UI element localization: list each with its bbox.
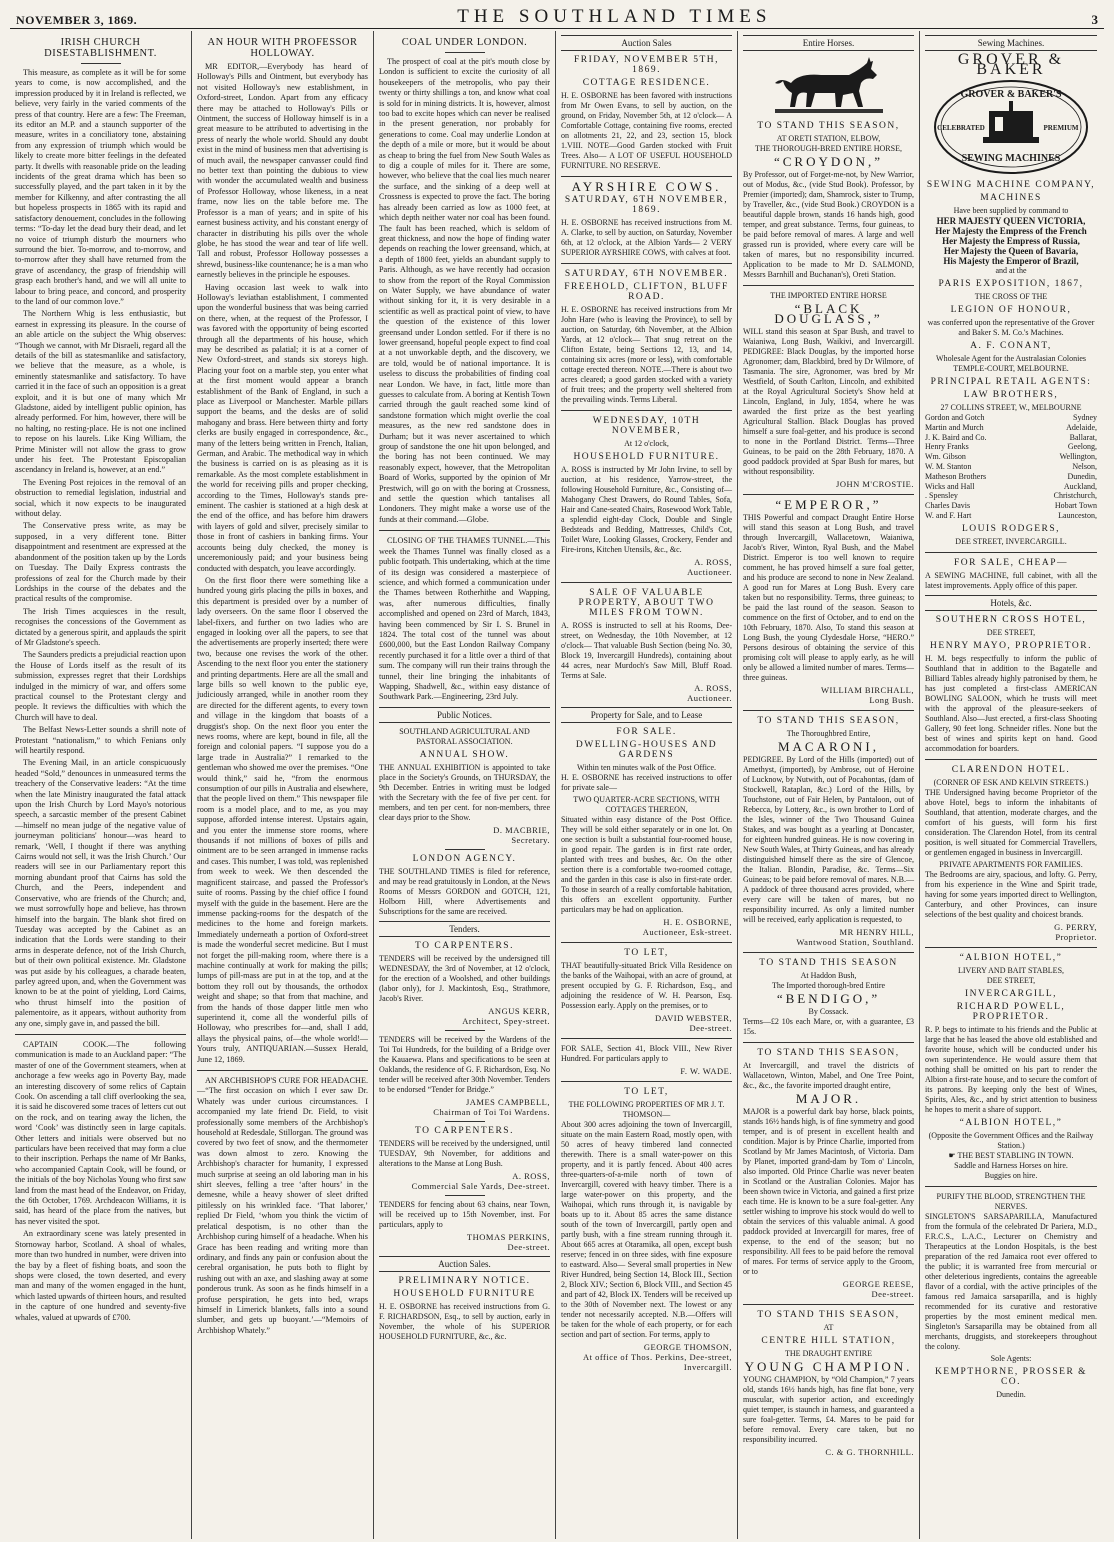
agent-town: Auckland,: [1063, 481, 1097, 491]
ad-grover-baker: [925, 51, 1097, 547]
article-holloway: [197, 62, 368, 1065]
divider: [561, 1038, 732, 1039]
ad-text: THE Undersigned having become Proprietor of the above Hotel, begs to inform the inhabitants of Southland, that attention, moderate charges, and the comfort of his guests, will form his first consideration. The Clarendon Hotel, from its central position, is well situated for Commercial Travellers, or gentlemen engaged in business in Invercargill.: [925, 787, 1097, 857]
paragraph: CAPTAIN COOK.—The following communication is made to an Auckland paper: “The master of one of the Government steamers, when at anchorage a few weeks ago in Poverty Bay, made an interesting discovery of some relics of Captain Cook. On ascending a tall cliff overlooking the sea, it is said he discovered some traces of letters cut out on the rock, and on tearing away the lichen, the word ‘Cook’ was distinctly seen in large capitals. Other letters and initials were observed but no particulars have been received that may form a clue to their inscription. Perhaps the name of Mr Banks, who accompanied Captain Cook, will be found, or the initials of the boy Nicholas Young who first saw land from the mast head of the Endeavor, on Friday, the 6th October, 1769. Archdeacon Williams, it is said, has heard of the place from the natives, but has never visited the spot.: [15, 1039, 186, 1226]
list-item: [925, 442, 1097, 452]
ad-title: PURIFY THE BLOOD, STRENGTHEN THE NERVES.: [936, 1191, 1086, 1211]
ad-signature: A. ROSS,: [512, 1170, 550, 1181]
ad-signature-role: Auctioneer, Esk-street.: [642, 927, 732, 937]
ad-subtitle: PRINCIPAL RETAIL AGENTS:: [930, 377, 1092, 387]
ad-pedigree: By Cossack.: [808, 1007, 849, 1016]
ad-address: DEE STREET,: [986, 975, 1036, 985]
ad-agent-name: LAW BROTHERS,: [963, 390, 1059, 400]
divider: [445, 849, 485, 850]
paragraph: The Northern Whig is less enthusiastic, but earnest in expressing its pleasure. In the course of an able article on the subject the Whig observes: “Though we cannot, with Mr Disraeli, regard all the details of the bill as statesmanlike and satisfactory, we believe that the measure, as a whole, is eminently statesmanlike and satisfactory. To have carried it in the face of such an opposition is a great exploit, and it is but one of many which Mr Gladstone, aided by intelligent public opinion, has already performed. For him, however, there will be no halting, no resting-place. He is not one inclined to repose on his laurels. Like King William, the Prime Minister will not allow the grass to grow under his feet. The Protestant Episcopalian ascendancy in Ireland is, however, at an end.”: [15, 309, 186, 475]
agent-town: Ballarat,: [1069, 432, 1097, 442]
paragraph: Having occasion last week to walk into Holloway's leviathan establishment, I commented upon the wonderful business that was being carried on there, when, at the request of the Professor, I was favored with the opportunity of being escorted through all the departments of his house, which may be described as palatial; it is at a corner of New Oxford-street, and stands six storeys high. Placing your foot on a marble step, you enter what at the first moment would appear a branch establishment of the Bank of England, in such a place as Liverpool or Manchester. Marble pillars support the beams, and the desks are of solid mahogany and brass. Here between thirty and forty clerks are busily engaged in correspondence, &c., many of the letters being written in French, Italian, German, and Arabic. The methodical way in which the business is carried on is as pleasing as it is remarkable. As the most complete establishment in the world for receiving pills and proper checking, according to the Times, Holloway's stands pre-eminent. The cashier is stationed at a high desk at the end of the office, and has before him drawers with layers of gold and silver, precisely similar to those in front of cashiers in banking firms. Your accounts being duly checked, the money is unceremoniously paid; and your business being conducted with despatch, you leave accordingly.: [197, 282, 368, 573]
ad-sarsaparilla: [925, 1192, 1097, 1400]
ad-tender-manse: [379, 1126, 550, 1191]
ad-text: TENDERS will be received by the Wardens of the Toi Toi Hundreds, for the building of a Bridge over the Kauaewa. Plans and specifications to be seen at Oaklands, the residence of G. F. Richardson, Esq. No tender will be received after 30th November. Tenders to be endorsed “Tender for Bridge.”: [379, 1034, 550, 1094]
ad-annual-show: [379, 727, 550, 845]
ad-signature: WILLIAM BIRCHALL,: [820, 685, 914, 695]
ad-title: TO CARPENTERS.: [415, 1125, 514, 1136]
article-heading-holloway: AN HOUR WITH PROFESSOR HOLLOWAY.: [207, 37, 358, 59]
agent-name: Matheson Brothers: [925, 471, 987, 481]
ad-title: TO CARPENTERS.: [415, 940, 514, 951]
agent-name: Martin and Murch: [925, 422, 984, 432]
section-entire-horses: Entire Horses.: [743, 35, 914, 51]
divider: [925, 759, 1097, 760]
paragraph: This measure, as complete as it will be for some years to come, is now accomplished, and the impression produced by it in Ireland is reflected, we believe, very fairly in the varied comments of the press of that country. Here are a few: The Freeman, its editor an M.P. and a staunch supporter of the measure, writes in a conciliatory tone, abstaining from any expression of triumph which would be likely to create more bitter feelings in the defeated party. It dwells with reasonable pride on the leading incidents of the great drama which has been so successfully played, and the part taken in it by the member for Kilkenny, and after contrasting the all but hopeless prospects in 1865 with its rapid and satisfactory denouement, concludes in the following terms: “To-day let the dead bury their dead, and let no voice of triumph disturb the mourners who surround the bier. To-morrow, and to-morrow, and to-morrow after they shall have returned from the grave of ascendancy, the grasp of friendship will grasp each brother's hand, and we will all unite to labour to bring peace, and concord, and prosperity to the land of our common love.”: [15, 68, 186, 306]
ad-town: INVERCARGILL,: [964, 988, 1058, 999]
ad-text: PEDIGREE. By Lord of the Hills (imported) out of Amethyst, (imported), by Ambrose, out of Heroine of Lucknow, by Nutwith, out of Pocahontas, (dam of Stockwell, Rataplan, &c.) Lord of the Hills, by Touchstone, out of Fair Helen, by Pantaloon, out of Rebecca, by Lottery, &c., is own brother to Lord of the Isles, winner of the Two Thousand Guinea Stakes, and was bought as a yearling at Doncaster, for eighteen hundred guineas. He is now covering in New South Wales, at Thirty Guineas, and has already distinguished himself there as the sire of Glencoe, the Italian. Blondin, Paradise, &c. Terms—Six Guineas; to be paid before removal of mares. N.B.—A paddock of three thousand acres provided, where every care will be taken of mares, but no responsibility incurred. As only a limited number will be received, early application is requested, to: [743, 755, 914, 924]
divider: [925, 1186, 1097, 1187]
ad-title: “ALBION HOTEL,”: [959, 952, 1063, 963]
list-item: [925, 511, 1097, 521]
ad-subtitle: DWELLING-HOUSES AND GARDENS: [575, 740, 718, 760]
paragraph: The Saunders predicts a prejudicial reaction upon the House of Lords itself as the result of its submission, expresses regret that their Lordships indulged in the mimicry of war, and offers some practical counsel to the Protestant clergy and people. It reviews the difficulties with which the Church will have to deal.: [15, 650, 186, 722]
agent-town: Dunedin,: [1067, 471, 1097, 481]
divider: [743, 494, 914, 495]
ad-subtitle: PRIVATE APARTMENTS FOR FAMILIES.: [939, 859, 1083, 869]
column-2: [192, 31, 374, 1539]
ad-text: H. E. OSBORNE has received instructions from M. A. Clarke, to sell by auction, on Saturday, November 6th, at 12 o'clock, at the Albion Yards— 2 VERY SUPERIOR AYRSHIRE COWS, with calves at foot.: [561, 218, 732, 257]
ad-title: COTTAGE RESIDENCE.: [582, 78, 711, 88]
agent-name: J. K. Baird and Co.: [925, 432, 987, 442]
ad-text: Wholesale Agent for the Australasian Colonies: [936, 354, 1086, 363]
ad-signature-role: Auctioneer.: [687, 693, 732, 703]
ad-title: SALE OF VALUABLE PROPERTY, ABOUT TWO MILES FROM TOWN.: [578, 588, 715, 618]
list-item: [925, 482, 1097, 492]
column-3: [374, 31, 556, 1539]
ad-sewing-for-sale: [925, 558, 1097, 591]
ad-subtitle: LIVERY AND BAIT STABLES,: [957, 965, 1065, 975]
ad-subtitle: The Imported thorough-bred Entire: [771, 981, 886, 990]
ad-subtitle: HOUSEHOLD FURNITURE: [393, 1288, 536, 1299]
ad-title: TO STAND THIS SEASON: [759, 958, 898, 968]
paragraph: The Conservative press write, as may be supposed, in a very different tone. Bitter disappointment and resentment are expressed at the abandonment of the position taken up by the Lords on Tuesday. The Daily Express contrasts the professions of zeal for the Church made by their Lordships in the course of the debates and the practical results of the compromise.: [15, 521, 186, 604]
divider: [561, 582, 732, 583]
royal-patron: His Majesty the Emperor of Brazil,: [943, 256, 1079, 266]
divider: [15, 1034, 186, 1035]
ad-young-champion: [743, 1310, 914, 1457]
section-sewing-machines: Sewing Machines.: [925, 35, 1097, 51]
paragraph: The Evening Mail, in an article conspicuously headed “Sold,” denounces in unmeasured terms the treachery of the Conservative leaders: “At the time when the late Ministry inaugurated the fatal attack upon the Irish Church by Lord Mayo's notorious speech, a sarcastic member of the present Cabinet—himself no mean judge of the negative value of journeyman politicians' honour—was heard to remark, ‘Well, I thought if there was anything Cairns would not sell, it was the Irish Church.’ Our readers will see in our Parliamentary report this morning abundant proof that Cairns has sold the Church, and the Peers, independent and Conservative, who are friends of the Church; and, we must sorrowfully hope and believe, has thrown himself into the bargain. The blank shot fired on Tuesday was accepted by the Cabinet as an indication that the Lords were standing to their arms in desperate defence, not of the Irish Church, but of their own political existence. Mr. Gladstone was put aside by his colleagues, a charade beaten, parley agreed upon, and, when the Government was known to be at the point of yielding, Lord Cairns, who thrust himself into the position of palementoire, as it appears, without authority from any one, simply gave in, and passed the bill.: [15, 758, 186, 1028]
ad-date: FRIDAY, NOVEMBER 5TH, 1869.: [574, 55, 719, 75]
ad-ayrshire-cows: [561, 179, 732, 258]
ad-signature: JAMES CAMPBELL,: [465, 1096, 550, 1107]
ad-signature-role: Long Bush.: [869, 695, 914, 705]
sewing-machine-emblem-icon: [931, 77, 1091, 177]
horse-name: YOUNG CHAMPION.: [744, 1359, 913, 1374]
ad-signature: A. ROSS,: [694, 557, 732, 567]
ad-text: Buggies on hire.: [984, 1170, 1038, 1180]
ad-title: “ALBION HOTEL,”: [959, 1117, 1063, 1128]
ad-heading: SOUTHLAND AGRICULTURAL AND PASTORAL ASSOCIATION.: [399, 726, 530, 746]
ad-text: A SEWING MACHINE, full cabinet, with all the latest improvements. Apply office of this paper.: [925, 570, 1097, 590]
ad-text: YOUNG CHAMPION, by “Old Champion,” 7 years old, stands 16½ hands high, has fine flat bone, very muscular, with superior action, and exceedingly quiet temper, is staunch in harness, and guaranteed a sure foal-getter. Terms, £4. Mares to be paid for before removal. Every care taken, but no responsibility incurred.: [743, 1375, 914, 1444]
horse-name: “EMPEROR,”: [775, 497, 882, 512]
paragraph: MR EDITOR,—Everybody has heard of Holloway's Pills and Ointment, but everybody has not visited Holloway's new establishment, in Oxford-street, London. Apart from any efficacy there may be attached to Holloway's Pills or Ointment, the success of Holloway himself is in a great measure to be attributed to advertising in the press of nearly the whole world. Should any doubt exist in the mind of business men that advertising is of much avail, the newspaper canvasser could find no better text than pointing the dubious to view with wonder the accumulated wealth and business of Professor Holloway, whose likeness, in a neat frame, now lies on the table before me. The Professor is a man of years; and in spite of his earnest business activity, and his constant energy of character in distributing his pills over the whole globe, he has stood the wear and tear of life well. Tall and robust, Professor Holloway possesses a shrewd, business-like countenance; he is a man who earnestly believes in the principle he espouses.: [197, 62, 368, 280]
ad-signature-role: Architect, Spey-street.: [462, 1015, 550, 1026]
ad-note: Within ten minutes walk of the Post Office.: [576, 763, 717, 772]
ad-text: Saddle and Harness Horses on hire.: [954, 1160, 1068, 1170]
ad-address: DEE STREET, INVERCARGILL.: [955, 536, 1067, 546]
ad-at: AT: [823, 1323, 834, 1332]
divider: [561, 1081, 732, 1082]
ad-signature-role: Chairman of Toi Toi Wardens.: [433, 1106, 550, 1117]
ad-text: A. ROSS is instructed to sell at his Rooms, Dee-street, on Wednesday, the 10th November, at 12 o'clock— That valuable Bush Section (being No. 30, Block 19, Invercargill Hundreds), containing about 44 acres, near Murdoch's Saw Mill, Bluff Road. Terms at Sale.: [561, 621, 732, 680]
ad-text: A. ROSS is instructed by Mr John Irvine, to sell by auction, at his residence, Yarrow-street, the following Household Furniture, &c., Consisting of— Mahogany Chest Drawers, do Round Tables, Sofa, Hair and Cane-seated Chairs, Rosewood Work Table, a splendid eight-day Clock, Double and Single Bedsteads and Bedding, Mattresses, Child's Cot, Toilet Ware, Looking Glasses, Crockery, Fender and Fire-irons, Kitchen Utensils, &c., &c.: [561, 465, 732, 554]
ad-signature: F. W. WADE.: [680, 1066, 732, 1076]
ad-signature: G. PERRY,: [1054, 921, 1097, 932]
agent-name: Wm. Gibson: [925, 452, 966, 462]
horse-name: MACARONI,: [777, 739, 880, 754]
ad-text: TENDERS will be received by the undersigned, until TUESDAY, 9th November, for additions and alterations to the Manse at Long Bush.: [379, 1138, 550, 1168]
ad-signature: ANGUS KERR,: [488, 1005, 550, 1016]
ad-text: THE SOUTHLAND TIMES is filed for reference, and may be read gratuitously in London, at the News Rooms of Messrs GORDON and GOTCH, 121, Holborn Hill, where Advertisements and Subscriptions for the same are received.: [379, 866, 550, 916]
page-number: 3: [1091, 12, 1098, 27]
ad-black-douglass: [743, 291, 914, 489]
ad-household-furniture-ross: [561, 416, 732, 577]
ad-signature-role: Wantwood Station, Southland.: [796, 937, 914, 947]
ad-text: About 300 acres adjoining the town of Invercargill, situate on the main Eastern Road, mostly open, with 50 acres of heavy timbered land connected therewith. There is a small water-power on this property, and it is partly fenced. About 400 acres three-quarters-of-a-mile north of town of Invercargill, covered with heavy timber. There is a large water-power on this property, and the Waihopai, which runs through it, is navigable by boats up to it. About 85 acres the same distance south of the town of Invercargill, partly open and partly bush, with a fine stream running through it. About 665 acres at Otaramika, all open, except bush reserve; fenced in on three sides, with fine exposure to eastward. Also— Several small properties in New River Hundred, being Section 14, Block III., Section 2, Block XIV.; Section 6, Block VIII., and Section 45 and part of 42, Block IX. Tenders will be received up to the 30th of November next. The lowest or any tender not necessarily accepted. N.B.—Offers will be taken for the whole of each property, or for each section and part of section. For terms, apply to: [561, 1120, 732, 1339]
ad-text: TENDERS will be received by the undersigned till WEDNESDAY, the 3rd of November, at 12 o'clock, for the erection of a Woolshed, and other buildings (labor only), for J. Mackintosh, Esq., Strathmore, Jacob's River.: [379, 953, 550, 1003]
list-item: [925, 491, 1097, 501]
section-tenders: Tenders.: [379, 921, 550, 937]
agent-town: Launceston,: [1058, 510, 1097, 520]
divider: [379, 530, 550, 531]
ad-text: was conferred upon the representative of the Grover and Baker S. M. Co.'s Machines.: [927, 318, 1095, 337]
ad-text: THE ANNUAL EXHIBITION is appointed to take place in the Society's Grounds, on THURSDAY, the 9th December. Entries in writing must be lodged with the Secretary with the fee of five per cent. for members, and ten per cent. for non-members, three clear days prior to the Show.: [379, 762, 550, 822]
article-irish-church: [15, 68, 186, 1029]
ad-signature: A. ROSS,: [694, 683, 732, 693]
ad-title: FOR SALE, CHEAP—: [954, 557, 1068, 568]
divider: [445, 1030, 485, 1031]
ad-stabling: THE BEST STABLING IN TOWN.: [957, 1150, 1074, 1160]
ad-title: TO LET,: [624, 1087, 669, 1097]
ad-subtitle: THE FOLLOWING PROPERTIES OF MR J. T. THOMSON—: [568, 1100, 725, 1119]
ad-albion-hotel: [925, 953, 1097, 1181]
agent-name: . Spensley: [925, 491, 958, 501]
ad-subtitle: MACHINES: [980, 193, 1042, 203]
ad-signature-role: Dee-street.: [689, 1023, 732, 1033]
paragraph: The prospect of coal at the pit's mouth close by London is sufficient to excite the curiosity of all housekeepers of the metropolis, who pay their twenty or thirty shillings a ton, and know what coal is sold for in mining districts. It is, however, almost too bad to excite hopes which can never be realised in the present generation, nor probably for generations to come. Coal may underlie London at the depth of a mile or more, but it would be about as cheap to bring the fuel from New South Wales as to dig a couple of miles for it. There are some, however, who believe that the coal lies much nearer the surface, and the sinking of a deep well at Crossness is expected to prove the fact. The boring has already been carried as low as 1000 feet, at which depth neither water nor coal has been found. The fault has been reached, which is seldom of great thickness, and now the hope of finding water depends on reaching the lower greensand, which, at a depth of 1800 feet, yields an abundant supply to Paris. Although, as we have recently had occasion to show from the report of the Royal Commission on Water Supply, we have abundance of water without sinking for it, it is very desirable in a scientific as well as practical point of view, to have the question of the existence of this lower greensand under London settled. For if there is no lower greensand, hopeful people expect to find coal at a not unworkable depth, and the discovery, we are told, would be of national importance. It is useless to discuss the probabilities of finding coal near London. We have, in fact, little more than guesses to calculate from. A boring at Kentish Town carried through the gault reached some kind of sandstone formation which might overlie the coal measures, as the new red sandstone does in Durham; but it was never ascertained to which group of sandstone the one hit upon belonged, and the boring has not been continued. We may reasonably expect, however, that the Metropolitan Board of Works, supported by the opinion of Mr Prestwich, will go on with the boring at Crossness, and settle the question which tantalises all Londoners. They might make a worse use of the funds at their command.—Globe.: [379, 57, 550, 524]
ad-major: [743, 1048, 914, 1299]
divider: [743, 952, 914, 953]
agent-town: Geelong,: [1067, 442, 1097, 452]
emblem-right-text: PREMIUM: [1043, 124, 1079, 132]
ad-subtitle: Sole Agents:: [990, 1353, 1032, 1363]
agent-town: Hobart Town: [1054, 501, 1097, 511]
ad-title: LONDON AGENCY.: [412, 853, 517, 864]
ad-text: H. M. begs respectfully to inform the public of Southland that in addition to the Bagatelle and Billiard Tables already highly patronised by them, he has just completed a first-class AMERICAN BOWLING SALOON, which he trusts will meet with the approval of the pleasure-seekers of Southland. Also—Just erected, a first-class Shooting Gallery, 90 feet long. Schneider rifles. None but the best of wines and spirits kept on hand. Good accommodation for boarders.: [925, 653, 1097, 753]
ad-tender-fencing: [379, 1200, 550, 1252]
article-archbishop: [197, 1076, 368, 1336]
ad-title: AYRSHIRE COWS.: [571, 179, 722, 194]
divider: [561, 263, 732, 264]
ad-text: Have been supplied by command to: [953, 206, 1069, 215]
ad-valuable-property: [561, 588, 732, 703]
ad-text: THIS Powerful and compact Draught Entire Horse will stand this season at Long Bush, and travel through Invercargill, Wallacetown, Waianiwa, Jacob's River, Winton, Ryal Bush, and the Mabel District. Emperor is too well known to require comment, he has proved himself a sure foal getter, and his produce are second to none in New Zealand. A good run for Mares at Long Bush. Every care taken but no responsibility. Terms, three guineas; to be paid the last round of the season. Season to commence on the first of October, and to end on the 10th February, 1870. Also, To stand this season at Long Bush, the young Clydesdale Horse, “HERO.” Persons desirous of obtaining the service of this promising colt will please to apply early, as he will only be allowed a limited number of mares. Terms—three guineas.: [743, 513, 914, 682]
ad-proprietor: HENRY MAYO, PROPRIETOR.: [930, 640, 1092, 651]
ad-subtitle: The Thoroughbred Entire,: [786, 729, 871, 738]
list-item: [925, 462, 1097, 472]
ad-text: H. E. OSBORNE has received instructions from Mr John Hare (who is leaving the Province), to sell by auction, on Saturday, 6th November, at the Albion Yards, at 12 o'clock— That snug retreat on the Clifton Estate, being Sections 12, 13, and 14, containing six acres (more or less), with comfortable cottage erected thereon. NOTE.—There is about two acres cleared; a good garden stocked with a variety of fruit trees; and the property well sheltered from the prevailing winds. Terms Liberal.: [561, 305, 732, 404]
ad-signature-role: Proprietor.: [1055, 931, 1097, 942]
royal-patron: HER MAJESTY QUEEN VICTORIA,: [936, 216, 1086, 226]
ad-southern-cross-hotel: [925, 615, 1097, 754]
ad-date: WEDNESDAY, 10TH NOVEMBER,: [592, 416, 701, 436]
ad-title: TO STAND THIS SEASON,: [757, 1048, 900, 1058]
ad-address: (CORNER OF ESK AND KELVIN STREETS.): [933, 777, 1089, 787]
divider: [445, 1195, 485, 1196]
ad-london-agency: [379, 854, 550, 917]
ad-household-furniture: [379, 1276, 550, 1342]
ad-legion: LEGION OF HONOUR,: [950, 305, 1072, 315]
ad-text: THE CROSS OF THE: [974, 292, 1048, 301]
horse-name: “BLACK DOUGLASS,”: [774, 301, 883, 326]
ad-title: ANNUAL SHOW.: [419, 749, 510, 760]
ad-subtitle: [925, 1151, 1097, 1161]
ad-signature: D. MACBRIE,: [493, 824, 550, 835]
ad-text: and at the: [995, 266, 1027, 275]
ad-text: H. E. OSBORNE has received instructions to offer for private sale—: [561, 773, 732, 792]
ad-text: H. E. OSBORNE has received instructions from G. F. RICHARDSON, Esq., to sell by auction, early in November, the whole of his SUPERIOR HOUSEHOLD FURNITURE, &c., &c.: [379, 1301, 550, 1341]
ad-agent-name: A. F. CONANT,: [970, 341, 1052, 351]
divider: [445, 1121, 485, 1122]
ad-town: Dunedin.: [996, 1389, 1026, 1399]
ad-title: TO STAND THIS SEASON,: [757, 716, 900, 726]
ad-text: R. P. begs to intimate to his friends and the Public at large that he has leased the above old established and favorite house, which will be conducted under his own superintendence. He would assure them that nothing shall be omitted on his part to render the Albion a first-rate house, and to secure the comfort of its patrons. By keeping only the best of Wines, Spirits, Ales, &c., and by strict attention to business he hopes to merit a share of support.: [925, 1024, 1097, 1114]
horse-name: “BENDIGO,”: [776, 991, 881, 1006]
article-thames-tunnel: [379, 536, 550, 703]
article-captain-cook: [15, 1040, 186, 1323]
divider: [925, 947, 1097, 948]
ad-address: DEE STREET,: [986, 627, 1036, 637]
ad-signature-role: Secretary.: [511, 834, 550, 845]
ad-agent-name: LOUIS RODGERS,: [961, 523, 1061, 534]
column-5: [738, 31, 920, 1539]
ad-subtitle: THE THOROUGH-BRED ENTIRE HORSE,: [755, 144, 902, 153]
list-item: [925, 501, 1097, 511]
ad-macaroni: [743, 716, 914, 947]
ad-signature: THOMAS PERKINS,: [466, 1231, 550, 1242]
ad-text: H. E. OSBORNE has been favored with instructions from Mr Owen Evans, to sell by auction, on the ground, on Friday, November 5th, at 12 o'clock— A Comfortable Cottage, containing five rooms, erected on allotments 21, 22, and 23, section 15, block 1.VIII. NOTE—Good Garden stocked with Fruit Trees. Also— A LOT OF USEFUL HOUSEHOLD FURNITURE. NO RESERVE.: [561, 91, 732, 170]
ad-title: GROVER & BAKER: [957, 51, 1065, 78]
ad-signature-role: Auctioneer.: [687, 567, 732, 577]
section-auction-sales: Auction Sales.: [379, 1256, 550, 1272]
ad-text: The Bedrooms are airy, spacious, and lofty. G. Perry, from his experience in the Wine and Spirit trade, having for some years imported direct to Wellington, Canterbury, and other Provinces, can insure selections of the best quality and choicest brands.: [925, 869, 1097, 919]
ad-cottage-residence: [561, 55, 732, 171]
ad-section-41: [561, 1044, 732, 1076]
divider: [743, 710, 914, 711]
ad-to-let-villa: [561, 948, 732, 1033]
divider: [445, 52, 485, 53]
ad-title: CLARENDON HOTEL.: [951, 764, 1071, 775]
horse-illustration: [769, 55, 889, 117]
agent-town: Christchurch,: [1053, 491, 1097, 501]
ad-text: FOR SALE, Section 41, Block VIII., New River Hundred. For particulars apply to: [561, 1044, 732, 1063]
ad-address: TEMPLE-COURT, MELBOURNE.: [953, 364, 1069, 373]
ad-signature: DAVID WEBSTER,: [654, 1013, 732, 1023]
ad-address: 27 COLLINS STREET, W., MELBOURNE: [940, 403, 1082, 412]
ad-signature: GEORGE REESE,: [842, 1279, 914, 1289]
list-item: [925, 433, 1097, 443]
ad-company: SEWING MACHINE COMPANY,: [926, 180, 1096, 190]
horse-name: MAJOR.: [795, 1091, 862, 1106]
ad-title: FOR SALE.: [616, 727, 677, 737]
ad-date: SATURDAY, 6TH NOVEMBER, 1869.: [564, 195, 729, 215]
ad-text: Situated within easy distance of the Post Office. They will be sold either separately or in one lot. On one section is built a substantial four-roomed house, in good repair. The garden is in first rate order, planted with trees and bushes, &c. On the other section there is a comfortable two-roomed cottage, and the garden in this case is also in first-rate order. To those in search of a really comfortable habitation, this offers an excellent opportunity. Further particulars may be had on application.: [561, 815, 732, 914]
paragraph: The Irish Times acquiesces in the result, recognises the concessions of the Government as dictated by a generous spirit, and applauds the spirit of Mr Gladstone's speech.: [15, 606, 186, 647]
emblem-top-text: GROVER & BAKER'S: [960, 89, 1062, 100]
emblem-left-text: CELEBRATED: [937, 124, 985, 132]
issue-date: NOVEMBER 3, 1869.: [16, 13, 138, 27]
ad-address: (Opposite the Government Offices and the Railway Station.): [928, 1130, 1094, 1150]
ad-freehold-clifton: [561, 269, 732, 405]
divider: [197, 1070, 368, 1071]
agents-list: [925, 413, 1097, 521]
divider: [561, 410, 732, 411]
royal-patron: Her Majesty the Empress of the French: [935, 226, 1087, 236]
divider: [81, 63, 121, 64]
ad-title: HOUSEHOLD FURNITURE.: [573, 452, 720, 462]
section-public-notices: Public Notices.: [379, 707, 550, 723]
ad-text: Terms—£2 10s each Mare, or, with a guarantee, £3 15s.: [743, 1017, 914, 1036]
ad-tender-woolshed: [379, 941, 550, 1026]
paragraph: The Evening Post rejoices in the removal of an obstruction to remedial legislation, industrial and social, which it now expects to be inaugurated without delay.: [15, 477, 186, 519]
ad-title: SOUTHERN CROSS HOTEL,: [935, 614, 1087, 625]
ad-title: FREEHOLD, CLIFTON, BLUFF ROAD.: [564, 282, 729, 302]
ad-croydon: [743, 121, 914, 280]
ad-signature: MR HENRY HILL,: [839, 927, 914, 937]
section-property: Property for Sale, and to Lease: [561, 707, 732, 723]
paragraph: AN ARCHBISHOP'S CURE FOR HEADACHE.—“The first occasion on which I ever saw Dr. Whately was under curious circumstances. I accompanied my late friend Dr. Field, to visit professionally some members of the Archbishop's household at Redesdale, Stillorgan. The ground was covered by two feet of snow, and the thermometer was down almost to zero. Knowing the Archbishop's character for humanity, I expressed much surprise at seeing an old laboring man in his shirt sleeves, felling a tree ‘after hours’ in the demesne, while a heavy shower of sleet drifted pitilessly on his wrinkled face. ‘That laborer,’ replied Dr Field, ‘whom you think the victim of prelatical despotism, is no other than the Archbishop curing himself of a headache. When his Grace has been reading and writing more than ordinary, and finds any pain or confusion about the cerebral organisation, he puts both to flight by rushing out with an axe, and slashing away at some ponderous trunk. As soon as he finds himself in a profuse perspiration, he gets into bed, wraps himself in Limerick blankets, falls into a sound slumber, and gets up buoyant.’—“Memoirs of Archbishop Whately.”: [197, 1076, 368, 1335]
ad-signature-role: Commercial Sale Yards, Dee-street.: [411, 1180, 550, 1191]
agent-name: Charles Davis: [925, 501, 971, 511]
ad-signature: H. E. OSBORNE,: [663, 917, 732, 927]
pointing-hand-icon: ☛: [948, 1150, 958, 1160]
divider: [561, 176, 732, 177]
ad-agent-name: KEMPTHORNE, PROSSER & CO.: [934, 1366, 1088, 1387]
divider: [925, 552, 1097, 553]
ad-proprietor: RICHARD POWELL, PROPRIETOR.: [956, 1001, 1066, 1022]
royal-patron: Her Majesty the Empress of Russia,: [942, 236, 1080, 246]
agent-name: W. and F. Hart: [925, 510, 972, 520]
agent-town: Wellington,: [1059, 452, 1097, 462]
ad-location: AT ORETI STATION, ELBOW,: [776, 134, 881, 143]
ad-title: TO STAND THIS SEASON,: [757, 1310, 900, 1320]
paragraph: On the first floor there were something like a hundred young girls placing the pills in boxes, and this department is presided over by a number of lady overseers. On the same floor I observed the label-fixers, and further on two ladies who are engaged in looking over all the papers, to see that the advertisements are properly inserted; there were two, because one revises the work of the other. Ascending to the next floor you enter the stationery and printing departments. Here are all the small and large bills so well known to the public eye, judiciously arranged, while in another room they are directed for the different agents, to every town and village in the kingdom that boasts of a druggist's shop. On the next floor you enter the news rooms, where are kept, bound in file, all the foreign and colonial papers. “I suppose you do a large trade in Australia?” I remarked to the gentleman who showed me over the premises. “One would think,” said he, “from the enormous consumption of our pills in Australia and elsewhere, that the people lived on them.” This newspaper file room is a model place, and to me, as you may suppose, afforded intense interest. Upstairs again, and you enter the immense store rooms, where thousands if not millions of boxes of pills and ointment are to be seen arranged in immense racks and cases. This number, I was told, was replenished from week to week. We then descended the magnificent staircase, and passed the Professor's suite of rooms. Passing by the chief office I found myself with the guide in the basement. Here are the immense packing-rooms for the despatch of the medicines to the home and foreign markets. Immediately underneath a portion of Oxford-street is made the wonderful secret medicine. But I must not forget the pill-making room, where there is a machine continually at work for making the pills; lumps of pill-mass are put in at the top, and at the bottom they roll out by thousands, the orthodox weight and shape; so that from that machine, and from the hands of those dapper little men who superintend it, come all the wonderful pills of Holloway, who prescribes for—and, shall I add, allays the physical pains, of—the whole world!—Yours truly, ANTIQUARIAN.—Sussex Herald, June 12, 1869.: [197, 575, 368, 1064]
column-1: [10, 31, 192, 1539]
ad-dwelling-houses: [561, 727, 732, 937]
ad-subtitle: THE IMPORTED ENTIRE HORSE: [770, 291, 887, 300]
ad-signature: GEORGE THOMSON,: [643, 1342, 732, 1352]
ad-location: At Haddon Bush,: [800, 971, 857, 980]
agent-town: Sydney: [1073, 413, 1097, 422]
ad-bendigo: [743, 958, 914, 1037]
paragraph: The Belfast News-Letter sounds a shrill note of Protestant “nationalism,” to which Fenians only will heartily respond.: [15, 725, 186, 755]
paragraph: An extraordinary scene was lately presented in Stornoway harbor, Scotland. A shoal of whales, more than two hundred in number, were driven into the bay by a fleet of fishing boats, and soon the shops were closed, the town deserted, and every man and many of the women engaged in the hunt, which lasted upwards of thirteen hours, and resulted in the capture of one hundred and seventy-five whales, valued at upwards of £700.: [15, 1229, 186, 1322]
ad-exposition: PARIS EXPOSITION, 1867,: [938, 279, 1084, 289]
list-item: [925, 413, 1097, 423]
newspaper-title: THE SOUTHLAND TIMES: [457, 6, 772, 27]
ad-text: THAT beautifully-situated Brick Villa Residence on the banks of the Waihopai, with an acre of ground, at present occupied by G. F. Richardson, Esq., and adjoining the residence of W. H. Pearson, Esq. Possession early. Apply on the premises, or to: [561, 961, 732, 1010]
list-item: [925, 472, 1097, 482]
ad-title: TO STAND THIS SEASON,: [757, 121, 900, 131]
ad-signature-role: Dee-street.: [507, 1241, 550, 1252]
ad-tender-bridge: [379, 1035, 550, 1117]
agent-town: Adelaide,: [1066, 422, 1097, 432]
ad-location: CENTRE HILL STATION,: [761, 1336, 896, 1346]
ad-signature-role: Dee-street.: [871, 1289, 914, 1299]
agent-name: Henry Franks: [925, 442, 969, 452]
emblem-bottom-text: SEWING MACHINES: [961, 153, 1061, 164]
ad-text: MAJOR is a powerful dark bay horse, black points, stands 16½ hands high, is of fine symmetry and good temper, and is of present in excellent health and condition. Major is by Prince Charlie, imported from Scotland by Mr James Macintosh, of Victoria. Dam by Planet, imported grand-dam by Tom o' Lincoln, also imported. Old Prince Charlie was never beaten in Scotland or the Australian Colonies. Major has been shown twice in Victoria, and gained a first prize each time. He is known to be a sure foal-getter. Any settler wishing to improve his stock would do well to obtain the services of this valuable animal. A good paddock provided at Invercargill for mares, free of expense, to the end of the season; but no responsibility. All fees to be paid before the removal of mares. For terms of service apply to the Groom, or to: [743, 1107, 914, 1276]
ad-thomson-properties: [561, 1087, 732, 1372]
column-4: [556, 31, 738, 1539]
divider: [743, 285, 914, 286]
horse-name: “CROYDON,”: [773, 154, 884, 169]
masthead: [10, 6, 1104, 29]
divider: [743, 1304, 914, 1305]
divider: [743, 1042, 914, 1043]
ad-time: At 12 o'clock,: [624, 439, 669, 448]
royal-patron: Her Majesty the Queen of Bavaria,: [943, 246, 1079, 256]
ad-signature: C. & G. THORNHILL.: [825, 1447, 914, 1457]
agent-name: Gordon and Gotch: [925, 413, 985, 422]
ad-text: TENDERS for fencing about 63 chains, near Town, will be received up to 15th November, inst. For particulars, apply to: [379, 1199, 550, 1229]
ad-text: By Professor, out of Forget-me-not, by New Warrior, out of Modus, &c., (vide Stud Book). Professor, by Premier (imported); dam, Shamrock, sister to Trump, by Traveller, &c., (vide Stud Book.) CROYDON is a beautiful dapple brown, stands 16 hands high, good temper, and great substance. Terms, four guineas, to be paid before removal of mares. A large and well grassed run is provided, where every care will be taken of mares, but no responsibility incurred. Application to be made to Mr D. SALMOND, Messrs Barnhill and Buchanan's), Oreti Station.: [743, 170, 914, 279]
article-heading-coal: COAL UNDER LONDON.: [401, 37, 528, 48]
ad-subtitle: TWO QUARTER-ACRE SECTIONS, WITH COTTAGES THEREON,: [573, 795, 720, 814]
list-item: [925, 423, 1097, 433]
section-auction-sales: Auction Sales: [561, 35, 732, 51]
ad-text: SINGLETON'S SARSAPARILLA, Manufactured from the formula of the celebrated Dr Pariera, M.D., F.R.C.S., L.A.C., Lecturer on Chemistry and Therapeutics at the London Hospitals, is the best preparation of the red Jamaica root ever offered to the public; it is warranted free from mercurial or other deleterious ingredients, contains the agreeable flavor of a cordial, with the active principles of the famous red Jamaica sarsaparilla, and is highly recommended for its curative and restorative properties by the most eminent medical men. Singleton's Sarsaparilla may be obtained from all merchants, druggists, and storekeepers throughout the colony.: [925, 1211, 1097, 1351]
agent-town: Nelson,: [1072, 461, 1097, 471]
paragraph: CLOSING OF THE THAMES TUNNEL.—This week the Thames Tunnel was finally closed as a public footpath. This undertaking, which at the time of its design was considered a masterpiece of science, and which formed a communication under the Thames between Rotherhithe and Wapping, was, after numerous difficulties, finally accomplished and opened on 23rd of March, 1843, having been commenced by Sir I. S. Brunel in 1824. The total cost of the tunnel was about £600,000, but the East London Railway Company recently purchased it for a little over a third of that sum. The company will run their trains through the tunnel, their line bringing the inhabitants of Wapping, Shadwell, &c., within easy distance of Southwark Park.—Engineering, 23rd July.: [379, 536, 550, 702]
ad-date: SATURDAY, 6TH NOVEMBER.: [564, 269, 729, 279]
list-item: [925, 452, 1097, 462]
ad-title: PRELIMINARY NOTICE.: [398, 1275, 531, 1286]
ad-text: At Invercargill, and travel the districts of Wallacetown, Winton, Mabel, and One Tree Point, &c., &c., the favorite imported draught entire,: [743, 1061, 914, 1090]
article-heading-irish-church: IRISH CHURCH DISESTABLISHMENT.: [44, 37, 157, 59]
section-hotels: Hotels, &c.: [925, 595, 1097, 611]
agent-name: W. M. Stanton: [925, 461, 972, 471]
divider: [561, 942, 732, 943]
ad-signature: JOHN M'CROSTIE.: [836, 479, 914, 489]
ad-title: TO LET,: [624, 948, 669, 958]
ad-emperor: [743, 497, 914, 705]
column-6: [920, 31, 1102, 1539]
article-coal: [379, 57, 550, 525]
agent-name: Wicks and Hall: [925, 481, 975, 491]
ad-clarendon-hotel: [925, 765, 1097, 942]
ad-text: WILL stand this season at Spar Bush, and travel to Waianiwa, Long Bush, Waikivi, and Invercargill. PEDIGREE: Black Douglas, by the imported horse Agronomer; dam, Blackbird, bred by Dr Wilmore, of Tasmania. The sire, Agronomer, was bred by Mr Westfield, of South Carlton, Lincoln, and exhibited at the Royal Agricultural Society's Show held at Lincoln, England, in July, 1854, where he was awarded the first prize as the best yearling Agricultural Stallion. Black Douglas has proved himself a sure foal-getter, and his produce is second to none in the Portland District. Terms—Three Guineas, to be paid on the 28th February, 1870. A good paddock provided at Spar Bush for mares, but without responsibility.: [743, 327, 914, 476]
ad-signature-role: At office of Thos. Perkins, Dee-street, Invercargill.: [582, 1352, 732, 1372]
ad-subtitle: THE DRAUGHT ENTIRE: [785, 1349, 872, 1358]
